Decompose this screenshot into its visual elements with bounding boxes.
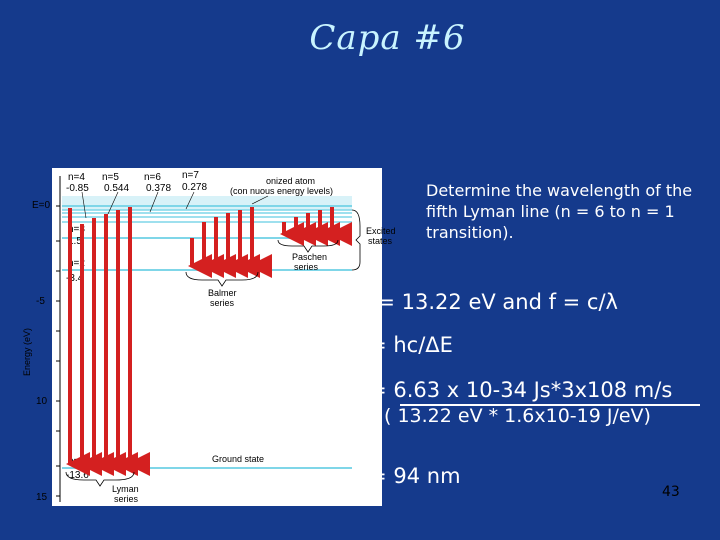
tick-e0: E=0 <box>32 200 51 211</box>
paschen-label-1: Paschen <box>292 252 328 262</box>
label-n3: n=3 <box>68 224 85 235</box>
label-n4: n=4 <box>68 172 85 183</box>
equation-2: λ = hc/ΔE <box>350 333 453 357</box>
balmer-label-1: Balmer <box>208 288 237 298</box>
ionized-label-2: (con nuous energy levels) <box>230 186 334 196</box>
value-n5: 0.544 <box>104 183 130 194</box>
equation-3-denominator: ( 13.22 eV * 1.6x10-19 J/eV) <box>384 405 651 427</box>
label-n7: n=7 <box>182 170 199 181</box>
label-n6: n=6 <box>144 172 161 183</box>
paschen-brace <box>278 240 338 252</box>
tick-15: 15 <box>36 492 48 503</box>
tick-5: -5 <box>36 296 45 307</box>
value-n2: -3.4 <box>66 273 84 284</box>
ionized-label-1: onized atom <box>266 176 316 186</box>
paschen-label-2: series <box>294 262 319 272</box>
excited-brace <box>352 210 360 270</box>
balmer-brace <box>186 272 258 286</box>
balmer-label-2: series <box>210 298 235 308</box>
value-n1: -13.6 <box>66 470 89 481</box>
label-n2: n=2 <box>68 258 85 269</box>
label-n1: n=1 <box>68 456 85 467</box>
value-n6: 0.378 <box>146 183 172 194</box>
value-n7: 0.278 <box>182 182 208 193</box>
axis-label: Energy (eV) <box>22 327 32 376</box>
slide-title: Capa #6 <box>309 18 466 58</box>
lyman-label-2: series <box>114 494 139 504</box>
ground-state-label: Ground state <box>212 454 265 464</box>
excited-label-2: states <box>368 236 393 246</box>
equation-3-numerator: λ = 6.63 x 10-34 Js*3x108 m/s <box>350 378 673 402</box>
equation-1: hf = 13.22 eV and f = c/λ <box>350 290 618 314</box>
page-number: 43 <box>662 484 680 500</box>
lyman-label-1: Lyman <box>112 484 139 494</box>
label-n5: n=5 <box>102 172 119 183</box>
tick-10: 10 <box>36 396 48 407</box>
value-n4: -0.85 <box>66 183 89 194</box>
question-text: Determine the wavelength of the fifth Lyman line (n = 6 to n = 1 transition). <box>426 181 693 242</box>
value-n3: 1.5 <box>68 236 82 247</box>
equation-4: λ = 94 nm <box>350 464 461 488</box>
excited-label-1: Excited <box>366 226 396 236</box>
continuum-band <box>62 196 352 210</box>
